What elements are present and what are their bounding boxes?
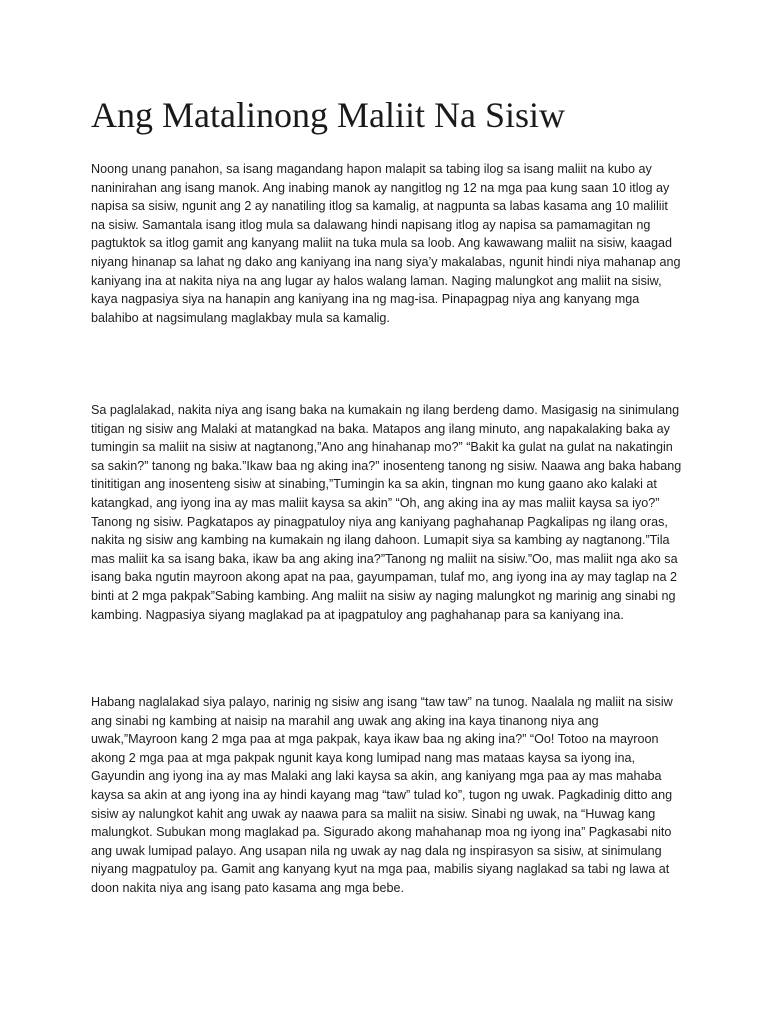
text-line: uwak,”Mayroon kang 2 mga paa at mga pakpak, kaya ikaw baa ng aking ina?” “Oo! Totoo na mayroon — [91, 732, 659, 747]
document-title: Ang Matalinong Maliit Na Sisiw — [91, 95, 565, 135]
text-line: Sa paglalakad, nakita niya ang isang baka na kumakain ng ilang berdeng damo. Masigasig na sinimulang — [91, 403, 680, 417]
text-line: sisiw ay nalungkot kahit ang uwak ay naawa para sa maliit na sisiw. Sinabi ng uwak, na “Huwag kang — [91, 806, 656, 821]
paragraph-1 — [91, 160, 686, 327]
text-line: Tanong ng sisiw. Pagkatapos ay pinagpatuloy niya ang kaniyang paghahanap Pagkalipas ng ilang oras, — [91, 514, 668, 529]
text-line: kaya nagpasiya siya na hanapin ang kaniyang ina ng mag-isa. Pinapagpag niya ang kanyang mga — [91, 292, 640, 307]
text-line: ang uwak lumipad palayo. Ang usapan nila ng uwak ay nag dala ng inspirasyon sa sisiw, at sinimulang — [91, 843, 662, 858]
text-line: kaysa sa akin at ang iyong ina ay hindi kayang mag “taw” tulad ko”, tugon ng uwak. Pagkadinig ditto ang — [91, 787, 673, 802]
text-line: ang sinabi ng kambing at naisip na marahil ang uwak ang aking ina kaya tinanong niya ang — [91, 713, 599, 728]
text-line: kambing. Nagpasiya siyang maglakad pa at ipagpatuloy ang paghahanap para sa kaniyang ina. — [91, 607, 624, 622]
text-line: balahibo at nagsimulang maglakbay mula sa kamalig. — [91, 310, 390, 325]
text-line: akong 2 mga paa at mga pakpak ngunit kaya kong lumipad nang mas mataas kaysa sa iyong ina, — [91, 750, 635, 765]
text-line: napisa sa sisiw, ngunit ang 2 ay nanatiling itlog sa kamalig, at nagpunta sa labas kasama ang 10 maliliit — [91, 199, 668, 214]
text-line: mas maliit ka sa isang baka, ikaw ba ang aking ina?”Tanong ng maliit na sisiw.”Oo, mas maliit nga ako sa — [91, 551, 678, 566]
text-line: binti at 2 mga pakpak”Sabing kambing. Ang maliit na sisiw ay naging malungkot ng marinig ang sinabi ng — [91, 588, 676, 603]
text-line: Gayundin ang iyong ina ay mas Malaki ang laki kaysa sa akin, ang kaniyang mga paa ay mas mahaba — [91, 769, 662, 784]
text-line: na sisiw. Samantala isang itlog mula sa dalawang hindi napisang itlog ay napisa sa pamamagitan ng — [91, 217, 651, 232]
text-line: malungkot. Subukan mong maglakad pa. Sigurado akong mahahanap moa ng iyong ina” Pagkasabi nito — [91, 825, 672, 840]
text-line: naninirahan ang isang manok. Ang inabing manok ay nangitlog ng 12 na mga paa kung saan 10 itlog ay — [91, 180, 670, 195]
text-line: niyang magpatuloy pa. Gamit ang kanyang kyut na mga paa, mabilis siyang naglakad sa tabi ng lawa at — [91, 862, 670, 877]
text-line: niyang hinanap sa lahat ng dako ang kaniyang ina nang siya’y makalabas, ngunit hindi niya mahanap ang — [91, 254, 681, 269]
paragraph-2 — [91, 401, 686, 624]
text-line: tumingin sa maliit na sisiw at nagtanong,”Ano ang hinahanap mo?” “Bakit ka gulat na gulat na nakatingin — [91, 440, 673, 455]
text-line: titigan ng sisiw ang Malaki at matangkad na baka. Matapos ang ilang minuto, ang napakalaking baka ay — [91, 421, 670, 436]
text-line: tinititigan ang inosenteng sisiw at sinabing,”Tumingin ka sa akin, tingnan mo kung gaano ako kalaki at — [91, 477, 657, 492]
text-line: doon nakita niya ang isang pato kasama ang mga bebe. — [91, 880, 404, 895]
text-line: pagtuktok sa itlog gamit ang kanyang maliit na tuka mula sa loob. Ang kawawang maliit na sisiw, kaagad — [91, 236, 673, 251]
text-line: katangkad, ang iyong ina ay mas maliit kaysa sa akin” “Oh, ang aking ina ay mas maliit kaysa sa iyo?” — [91, 495, 660, 510]
text-line: Habang naglalakad siya palayo, narinig ng sisiw ang isang “taw taw” na tunog. Naalala ng maliit na sisiw — [91, 695, 673, 709]
text-line: sa sakin?” tanong ng baka.”Ikaw baa ng aking ina?” inosenteng tanong ng sisiw. Naawa ang baka habang — [91, 458, 682, 473]
text-line: isang baka ngutin mayroon akong apat na paa, gayumpaman, tulaf mo, ang iyong ina ay may taglap na 2 — [91, 570, 677, 585]
text-line: nakita ng sisiw ang kambing na kumakain ng ilang dahoon. Lumapit siya sa kambing ay nagtanong.”Tila — [91, 533, 670, 548]
text-line: Noong unang panahon, sa isang magandang hapon malapit sa tabing ilog sa isang maliit na kubo ay — [91, 162, 652, 176]
paragraph-3 — [91, 693, 686, 898]
text-line: kaniyang ina at nakita niya na ang lugar ay halos walang laman. Naging malungkot ang maliit na sisiw, — [91, 273, 662, 288]
